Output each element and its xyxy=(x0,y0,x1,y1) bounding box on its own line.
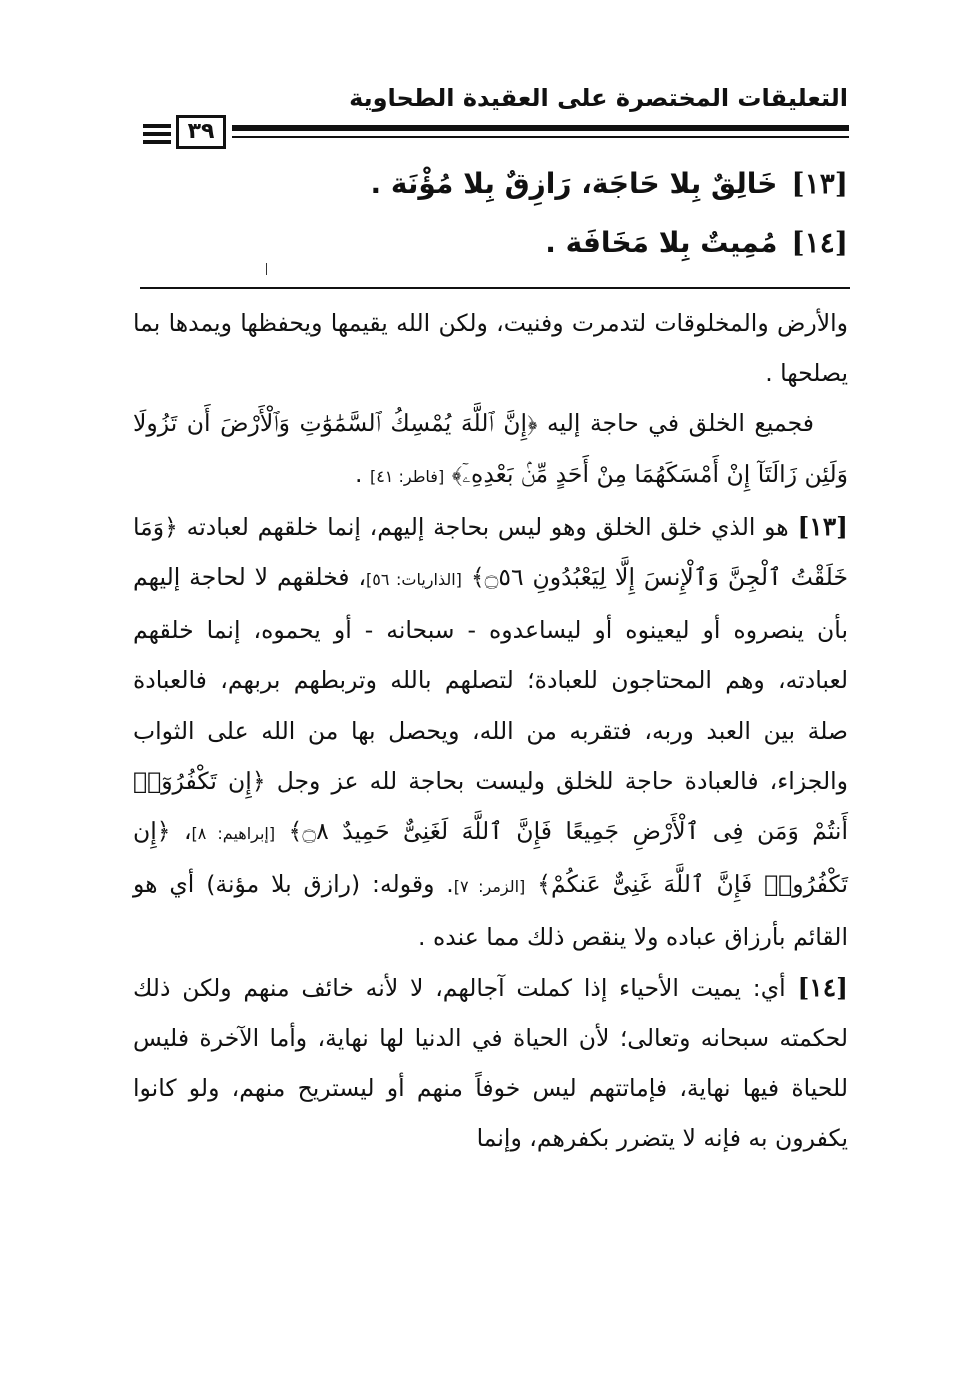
verse-citation: [إبراهيم: ٨] xyxy=(191,824,276,844)
header-ornament-bars xyxy=(143,124,171,148)
ornament-bar xyxy=(143,124,171,128)
matn-commentary-separator xyxy=(140,287,850,289)
quran-verse: ﴿إِن تَكْفُرُوا۟ فَإِنَّ ٱللَّهَ غَنِىٌّ عَنكُمْ﴾ xyxy=(133,817,849,899)
quran-verse: ﴿إِنَّ ٱللَّهَ يُمْسِكُ ٱلسَّمَٰوَٰتِ وَٱلْأَرْضَ أَن تَزُولَا وَلَئِن زَالَتَآ إِنْ أَمْسَكَهُمَا مِنْ أَحَدٍ مِّنۢ بَعْدِهِۦٓ﴾ xyxy=(133,409,848,488)
matn-text: خَالِقٌ بِلا حَاجَة، رَازِقٌ بِلا مُؤْنَة . xyxy=(370,167,778,200)
commentary-paragraph: فجميع الخلق في حاجة إليه ﴿إِنَّ ٱللَّهَ يُمْسِكُ ٱلسَّمَٰوَٰتِ وَٱلْأَرْضَ أَن تَزُولَا وَلَئِن زَالَتَآ إِنْ أَمْسَكَهُمَا مِنْ أَحَدٍ مِّنۢ بَعْدِهِۦٓ﴾ [فاطر: ٤١] . xyxy=(133,409,848,488)
commentary-number: [١٣] xyxy=(797,511,848,541)
paragraph-text: ، فخلقهم لا لحاجة إليهم بأن ينصروه أو ليعينوه أو ليساعدوه - سبحانه - أو يحموه، إنما خلقهم لعبادته، وهم المحتاجون للعبادة؛ لتصلهم بالله وتربطهم بربهم، فالعبادة صلة بين العبد وربه، فتقربه من الله، ويحصل بها من الله على الثواب والجزاء، فالعبادة حاجة للخلق وليست بحاجة لله عز وجل xyxy=(133,563,848,795)
commentary xyxy=(133,298,848,1163)
tick-mark xyxy=(266,263,267,275)
matn-line-13 xyxy=(128,167,848,200)
header-rule-thin xyxy=(232,136,849,138)
header-rule-thick xyxy=(232,125,849,131)
paragraph-text: والأرض والمخلوقات لتدمرت وفنيت، ولكن الله يقيمها ويحفظها ويمدها بما يصلحها . xyxy=(133,309,848,388)
paragraph-text: أي: يميت الأحياء إذا كملت آجالهم، لا لأنه خائف منهم ولكن ذلك لحكمته سبحانه وتعالى؛ لأن الحياة في الدنيا لها نهاية، وأما الآخرة فليس للحياة فيها نهاية، فإماتتهم ليس خوفاً منهم أو ليستريح منهم، ولو كانوا يكفرون به فإنه لا يتضرر بكفرهم، وإنما xyxy=(133,973,848,1153)
running-title: التعليقات المختصرة على العقيدة الطحاوية xyxy=(349,84,848,112)
header-rule xyxy=(232,125,849,138)
verse-citation: [فاطر: ٤١] xyxy=(369,466,445,486)
commentary-paragraph xyxy=(133,963,848,1164)
commentary-paragraph: [١٣] هو الذي خلق الخلق وهو ليس بحاجة إليهم، إنما خلقهم لعبادته ﴿وَمَا خَلَقْتُ ٱلْجِنَّ وَٱلْإِنسَ إِلَّا لِيَعْبُدُونِ ۝٥٦﴾ [الذاريات: ٥٦]، فخلقهم لا لحاجة إليهم بأن ينصروه أو ليعينوه أو ليساعدوه - سبحانه - أو يحموه، إنما خلقهم لعبادته، وهم المحتاجون للعبادة؛ لتصلهم بالله وتربطهم بربهم، فالعبادة صلة بين العبد وربه، فتقربه من الله، ويحصل بها من الله على الثواب والجزاء، فالعبادة حاجة للخلق وليست بحاجة لله عز وجل ﴿إِن تَكْفُرُوٓا۟ أَنتُمْ وَمَن فِى ٱلْأَرْضِ جَمِيعًا فَإِنَّ ٱللَّهَ لَغَنِىٌّ حَمِيدٌ ۝٨﴾ [إبراهيم: ٨]، ﴿إِن تَكْفُرُوا۟ فَإِنَّ ٱللَّهَ غَنِىٌّ عَنكُمْ﴾ [الزمر: ٧]. وقوله: (رازق بلا مؤنة) أي هو القائم بأرزاق عباده ولا ينقص ذلك مما عنده . xyxy=(133,511,849,952)
commentary-number: [١٤] xyxy=(797,972,848,1002)
matn-number: [١٤] xyxy=(791,226,848,259)
verse-citation: [الذاريات: ٥٦] xyxy=(366,570,462,590)
page-number: ٣٩ xyxy=(176,115,226,149)
matn-text: مُمِيتٌ بِلا مَخَافَة . xyxy=(545,226,778,259)
ornament-bar xyxy=(143,140,171,144)
quran-verse: ﴿إِن تَكْفُرُوٓا۟ أَنتُمْ وَمَن فِى ٱلْأَرْضِ جَمِيعًا فَإِنَّ ٱللَّهَ لَغَنِىٌّ حَمِيدٌ ۝٨﴾ xyxy=(133,766,848,846)
paragraph-text: . وقوله: (رازق بلا مؤنة) أي هو القائم بأرزاق عباده ولا ينقص ذلك مما عنده . xyxy=(133,870,848,952)
verse-citation: [الزمر: ٧] xyxy=(453,877,526,897)
matn-number: [١٣] xyxy=(791,167,848,200)
paragraph-text: فجميع الخلق في حاجة إليه xyxy=(547,409,814,438)
commentary-paragraph xyxy=(133,298,848,398)
ornament-bar xyxy=(143,132,171,136)
matn-line-14 xyxy=(128,226,848,259)
quran-verse: ﴿وَمَا خَلَقْتُ ٱلْجِنَّ وَٱلْإِنسَ إِلَّا لِيَعْبُدُونِ ۝٥٦﴾ xyxy=(133,512,848,592)
paragraph-text: هو الذي خلق الخلق وهو ليس بحاجة إليهم، إنما خلقهم لعبادته xyxy=(186,512,789,541)
